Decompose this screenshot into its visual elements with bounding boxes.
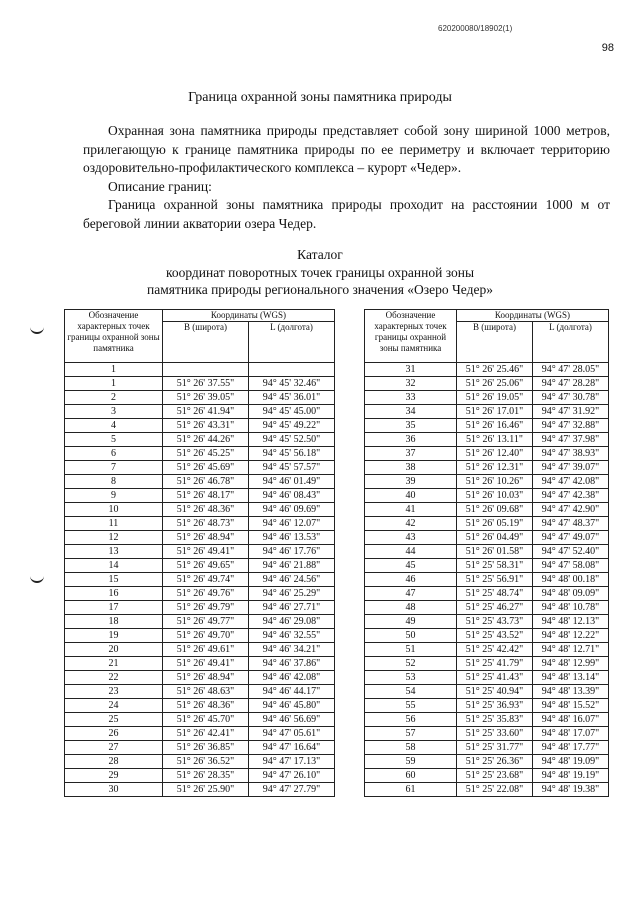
- longitude-cell: 94° 46' 01.49": [249, 475, 335, 489]
- point-number-cell: 45: [365, 559, 457, 573]
- latitude-cell: 51° 25' 22.08": [457, 783, 533, 797]
- longitude-cell: 94° 48' 12.99": [533, 657, 609, 671]
- longitude-cell: 94° 47' 31.92": [533, 405, 609, 419]
- longitude-cell: 94° 47' 28.28": [533, 377, 609, 391]
- point-number-cell: 7: [65, 461, 163, 475]
- longitude-cell: 94° 47' 32.88": [533, 419, 609, 433]
- latitude-cell: 51° 26' 09.68": [457, 503, 533, 517]
- latitude-cell: 51° 25' 23.68": [457, 769, 533, 783]
- longitude-cell: 94° 46' 37.86": [249, 657, 335, 671]
- header-latitude: B (широта): [457, 322, 533, 363]
- longitude-cell: 94° 48' 13.39": [533, 685, 609, 699]
- longitude-cell: 94° 45' 32.46": [249, 377, 335, 391]
- table-body-left: [65, 363, 335, 797]
- point-number-cell: 29: [65, 769, 163, 783]
- point-number-cell: 24: [65, 699, 163, 713]
- point-number-cell: 26: [65, 727, 163, 741]
- point-number-cell: 59: [365, 755, 457, 769]
- latitude-cell: 51° 26' 10.26": [457, 475, 533, 489]
- longitude-cell: 94° 45' 52.50": [249, 433, 335, 447]
- point-number-cell: 21: [65, 657, 163, 671]
- longitude-cell: 94° 47' 42.90": [533, 503, 609, 517]
- table-row: [365, 727, 609, 741]
- table-row: [365, 447, 609, 461]
- table-row: [65, 447, 335, 461]
- latitude-cell: 51° 26' 48.36": [163, 503, 249, 517]
- longitude-cell: 94° 46' 27.71": [249, 601, 335, 615]
- table-row: [65, 769, 335, 783]
- table-row: [65, 601, 335, 615]
- latitude-cell: 51° 25' 33.60": [457, 727, 533, 741]
- latitude-cell: 51° 26' 04.49": [457, 531, 533, 545]
- point-number-cell: 57: [365, 727, 457, 741]
- latitude-cell: 51° 26' 12.31": [457, 461, 533, 475]
- point-number-cell: 52: [365, 657, 457, 671]
- table-row: [365, 475, 609, 489]
- longitude-cell: 94° 46' 32.55": [249, 629, 335, 643]
- point-number-cell: 35: [365, 419, 457, 433]
- table-row: [365, 741, 609, 755]
- point-number-cell: 19: [65, 629, 163, 643]
- table-row: [365, 377, 609, 391]
- longitude-cell: 94° 46' 29.08": [249, 615, 335, 629]
- point-number-cell: 14: [65, 559, 163, 573]
- point-number-cell: 50: [365, 629, 457, 643]
- latitude-cell: 51° 26' 44.26": [163, 433, 249, 447]
- point-number-cell: 30: [65, 783, 163, 797]
- point-number-cell: 33: [365, 391, 457, 405]
- table-row: [65, 573, 335, 587]
- longitude-cell: 94° 47' 52.40": [533, 545, 609, 559]
- longitude-cell: 94° 47' 58.08": [533, 559, 609, 573]
- longitude-cell: 94° 46' 56.69": [249, 713, 335, 727]
- latitude-cell: 51° 26' 10.03": [457, 489, 533, 503]
- table-row: [365, 405, 609, 419]
- description-text: [83, 122, 610, 233]
- longitude-cell: 94° 45' 56.18": [249, 447, 335, 461]
- latitude-cell: 51° 26' 13.11": [457, 433, 533, 447]
- latitude-cell: 51° 26' 25.46": [457, 363, 533, 377]
- latitude-cell: 51° 25' 58.31": [457, 559, 533, 573]
- table-row: [65, 405, 335, 419]
- longitude-cell: 94° 47' 05.61": [249, 727, 335, 741]
- table-row: [365, 461, 609, 475]
- longitude-cell: 94° 48' 09.09": [533, 587, 609, 601]
- longitude-cell: 94° 47' 17.13": [249, 755, 335, 769]
- latitude-cell: 51° 26' 16.46": [457, 419, 533, 433]
- longitude-cell: 94° 46' 44.17": [249, 685, 335, 699]
- table-row: [365, 391, 609, 405]
- section-title: Граница охранной зоны памятника природы: [188, 90, 452, 105]
- point-number-cell: 56: [365, 713, 457, 727]
- latitude-cell: 51° 26' 39.05": [163, 391, 249, 405]
- catalog-title: Каталог: [297, 247, 343, 262]
- header-designation: Обозначение характерных точек границы охранной зоны памятника: [65, 310, 163, 363]
- table-row: [65, 391, 335, 405]
- margin-binding-mark: [30, 324, 44, 334]
- longitude-cell: 94° 47' 26.10": [249, 769, 335, 783]
- longitude-cell: 94° 48' 19.09": [533, 755, 609, 769]
- table-row: [365, 671, 609, 685]
- paragraph-boundary-description: Граница охранной зоны памятника природы проходит на расстоянии 1000 м от береговой линии акватории озера Чедер.: [83, 197, 610, 231]
- longitude-cell: 94° 46' 17.76": [249, 545, 335, 559]
- point-number-cell: 11: [65, 517, 163, 531]
- table-row: [65, 643, 335, 657]
- latitude-cell: [163, 363, 249, 377]
- longitude-cell: 94° 48' 17.07": [533, 727, 609, 741]
- table-row: [65, 503, 335, 517]
- latitude-cell: 51° 26' 49.65": [163, 559, 249, 573]
- latitude-cell: 51° 25' 26.36": [457, 755, 533, 769]
- point-number-cell: 27: [65, 741, 163, 755]
- latitude-cell: 51° 26' 41.94": [163, 405, 249, 419]
- longitude-cell: [249, 363, 335, 377]
- point-number-cell: 47: [365, 587, 457, 601]
- table-row: [365, 433, 609, 447]
- point-number-cell: 37: [365, 447, 457, 461]
- table-row: [65, 615, 335, 629]
- latitude-cell: 51° 26' 37.55": [163, 377, 249, 391]
- point-number-cell: 43: [365, 531, 457, 545]
- longitude-cell: 94° 48' 19.38": [533, 783, 609, 797]
- margin-binding-mark: [30, 573, 44, 583]
- table-row: [365, 755, 609, 769]
- table-row: [365, 615, 609, 629]
- point-number-cell: 46: [365, 573, 457, 587]
- point-number-cell: 1: [65, 377, 163, 391]
- table-row: [65, 545, 335, 559]
- point-number-cell: 32: [365, 377, 457, 391]
- table-row: [65, 727, 335, 741]
- table-row: [65, 363, 335, 377]
- point-number-cell: 17: [65, 601, 163, 615]
- table-body-right: [365, 363, 609, 797]
- table-row: [365, 489, 609, 503]
- table-row: [65, 685, 335, 699]
- point-number-cell: 5: [65, 433, 163, 447]
- table-row: [365, 713, 609, 727]
- table-row: [365, 545, 609, 559]
- table-row: [365, 629, 609, 643]
- latitude-cell: 51° 26' 43.31": [163, 419, 249, 433]
- longitude-cell: 94° 47' 30.78": [533, 391, 609, 405]
- latitude-cell: 51° 26' 12.40": [457, 447, 533, 461]
- longitude-cell: 94° 47' 28.05": [533, 363, 609, 377]
- point-number-cell: 15: [65, 573, 163, 587]
- table-row: [65, 517, 335, 531]
- longitude-cell: 94° 45' 57.57": [249, 461, 335, 475]
- table-row: [65, 587, 335, 601]
- paragraph-boundary-heading: Описание границ:: [108, 178, 212, 194]
- table-row: [365, 503, 609, 517]
- latitude-cell: 51° 25' 35.83": [457, 713, 533, 727]
- latitude-cell: 51° 26' 46.78": [163, 475, 249, 489]
- point-number-cell: 61: [365, 783, 457, 797]
- longitude-cell: 94° 46' 08.43": [249, 489, 335, 503]
- header-longitude: L (долгота): [533, 322, 609, 363]
- point-number-cell: 22: [65, 671, 163, 685]
- latitude-cell: 51° 26' 49.79": [163, 601, 249, 615]
- table-row: [65, 629, 335, 643]
- point-number-cell: 51: [365, 643, 457, 657]
- header-coordinates: Координаты (WGS): [457, 310, 609, 322]
- table-row: [65, 671, 335, 685]
- point-number-cell: 41: [365, 503, 457, 517]
- table-row: [65, 461, 335, 475]
- latitude-cell: 51° 26' 48.73": [163, 517, 249, 531]
- point-number-cell: 16: [65, 587, 163, 601]
- point-number-cell: 53: [365, 671, 457, 685]
- point-number-cell: 28: [65, 755, 163, 769]
- latitude-cell: 51° 26' 48.36": [163, 699, 249, 713]
- table-row: [65, 699, 335, 713]
- point-number-cell: 31: [365, 363, 457, 377]
- latitude-cell: 51° 26' 48.94": [163, 671, 249, 685]
- header-longitude: L (долгота): [249, 322, 335, 363]
- latitude-cell: 51° 26' 49.74": [163, 573, 249, 587]
- table-row: [365, 601, 609, 615]
- latitude-cell: 51° 25' 41.43": [457, 671, 533, 685]
- longitude-cell: 94° 45' 49.22": [249, 419, 335, 433]
- longitude-cell: 94° 46' 13.53": [249, 531, 335, 545]
- table-row: [365, 531, 609, 545]
- longitude-cell: 94° 46' 34.21": [249, 643, 335, 657]
- catalog-heading: [0, 246, 640, 299]
- latitude-cell: 51° 25' 43.52": [457, 629, 533, 643]
- point-number-cell: 49: [365, 615, 457, 629]
- latitude-cell: 51° 26' 05.19": [457, 517, 533, 531]
- point-number-cell: 48: [365, 601, 457, 615]
- latitude-cell: 51° 26' 42.41": [163, 727, 249, 741]
- latitude-cell: 51° 26' 49.76": [163, 587, 249, 601]
- table-row: [65, 741, 335, 755]
- latitude-cell: 51° 26' 49.61": [163, 643, 249, 657]
- point-number-cell: 12: [65, 531, 163, 545]
- latitude-cell: 51° 26' 25.06": [457, 377, 533, 391]
- table-row: [365, 517, 609, 531]
- table-row: [65, 755, 335, 769]
- latitude-cell: 51° 26' 36.85": [163, 741, 249, 755]
- latitude-cell: 51° 26' 49.77": [163, 615, 249, 629]
- table-row: [365, 419, 609, 433]
- point-number-cell: 54: [365, 685, 457, 699]
- longitude-cell: 94° 48' 00.18": [533, 573, 609, 587]
- header-latitude: B (широта): [163, 322, 249, 363]
- table-row: [65, 531, 335, 545]
- table-row: [365, 657, 609, 671]
- paragraph-protection-zone: Охранная зона памятника природы представляет собой зону шириной 1000 метров, прилегающую к границе памятника природы по ее периметру и включает территорию оздоровительно-профилактического комплекса – курорт «Чедер».: [83, 123, 610, 175]
- point-number-cell: 20: [65, 643, 163, 657]
- longitude-cell: 94° 47' 27.79": [249, 783, 335, 797]
- latitude-cell: 51° 25' 43.73": [457, 615, 533, 629]
- table-row: [65, 433, 335, 447]
- longitude-cell: 94° 47' 42.08": [533, 475, 609, 489]
- table-row: [365, 643, 609, 657]
- table-row: [365, 573, 609, 587]
- table-row: [365, 685, 609, 699]
- latitude-cell: 51° 26' 45.70": [163, 713, 249, 727]
- longitude-cell: 94° 47' 48.37": [533, 517, 609, 531]
- point-number-cell: 23: [65, 685, 163, 699]
- latitude-cell: 51° 26' 01.58": [457, 545, 533, 559]
- table-row: [365, 363, 609, 377]
- longitude-cell: 94° 46' 42.08": [249, 671, 335, 685]
- longitude-cell: 94° 48' 19.19": [533, 769, 609, 783]
- longitude-cell: 94° 47' 49.07": [533, 531, 609, 545]
- latitude-cell: 51° 26' 45.69": [163, 461, 249, 475]
- table-row: [65, 559, 335, 573]
- table-row: [365, 769, 609, 783]
- latitude-cell: 51° 26' 49.41": [163, 545, 249, 559]
- longitude-cell: 94° 46' 09.69": [249, 503, 335, 517]
- longitude-cell: 94° 48' 10.78": [533, 601, 609, 615]
- point-number-cell: 39: [365, 475, 457, 489]
- table-row: [65, 783, 335, 797]
- table-row: [65, 657, 335, 671]
- longitude-cell: 94° 48' 12.13": [533, 615, 609, 629]
- point-number-cell: 2: [65, 391, 163, 405]
- point-number-cell: 25: [65, 713, 163, 727]
- point-number-cell: 4: [65, 419, 163, 433]
- point-number-cell: 36: [365, 433, 457, 447]
- longitude-cell: 94° 47' 37.98": [533, 433, 609, 447]
- latitude-cell: 51° 25' 48.74": [457, 587, 533, 601]
- longitude-cell: 94° 48' 12.22": [533, 629, 609, 643]
- table-row: [65, 489, 335, 503]
- coordinates-table-right: [364, 309, 609, 797]
- page-number: 98: [601, 42, 614, 54]
- header-coordinates: Координаты (WGS): [163, 310, 335, 322]
- latitude-cell: 51° 25' 36.93": [457, 699, 533, 713]
- table-row: [365, 559, 609, 573]
- longitude-cell: 94° 45' 36.01": [249, 391, 335, 405]
- longitude-cell: 94° 46' 25.29": [249, 587, 335, 601]
- longitude-cell: 94° 46' 21.88": [249, 559, 335, 573]
- point-number-cell: 40: [365, 489, 457, 503]
- point-number-cell: 18: [65, 615, 163, 629]
- point-number-cell: 1: [65, 363, 163, 377]
- longitude-cell: 94° 47' 42.38": [533, 489, 609, 503]
- table-row: [65, 377, 335, 391]
- coordinates-table-left: [64, 309, 335, 797]
- table-row: [365, 783, 609, 797]
- point-number-cell: 55: [365, 699, 457, 713]
- longitude-cell: 94° 48' 12.71": [533, 643, 609, 657]
- longitude-cell: 94° 48' 17.77": [533, 741, 609, 755]
- latitude-cell: 51° 26' 48.17": [163, 489, 249, 503]
- longitude-cell: 94° 47' 16.64": [249, 741, 335, 755]
- latitude-cell: 51° 26' 19.05": [457, 391, 533, 405]
- table-row: [65, 713, 335, 727]
- longitude-cell: 94° 45' 45.00": [249, 405, 335, 419]
- latitude-cell: 51° 25' 31.77": [457, 741, 533, 755]
- point-number-cell: 13: [65, 545, 163, 559]
- catalog-subtitle-2: памятника природы регионального значения «Озеро Чедер»: [147, 282, 493, 297]
- point-number-cell: 44: [365, 545, 457, 559]
- longitude-cell: 94° 48' 16.07": [533, 713, 609, 727]
- point-number-cell: 9: [65, 489, 163, 503]
- longitude-cell: 94° 46' 24.56": [249, 573, 335, 587]
- latitude-cell: 51° 25' 41.79": [457, 657, 533, 671]
- latitude-cell: 51° 25' 40.94": [457, 685, 533, 699]
- latitude-cell: 51° 26' 48.94": [163, 531, 249, 545]
- longitude-cell: 94° 46' 12.07": [249, 517, 335, 531]
- table-row: [365, 587, 609, 601]
- latitude-cell: 51° 25' 56.91": [457, 573, 533, 587]
- longitude-cell: 94° 46' 45.80": [249, 699, 335, 713]
- catalog-subtitle-1: координат поворотных точек границы охранной зоны: [165, 264, 475, 280]
- point-number-cell: 6: [65, 447, 163, 461]
- table-row: [65, 419, 335, 433]
- latitude-cell: 51° 26' 49.41": [163, 657, 249, 671]
- point-number-cell: 42: [365, 517, 457, 531]
- point-number-cell: 60: [365, 769, 457, 783]
- point-number-cell: 38: [365, 461, 457, 475]
- longitude-cell: 94° 47' 38.93": [533, 447, 609, 461]
- latitude-cell: 51° 26' 49.70": [163, 629, 249, 643]
- point-number-cell: 8: [65, 475, 163, 489]
- latitude-cell: 51° 25' 46.27": [457, 601, 533, 615]
- latitude-cell: 51° 26' 28.35": [163, 769, 249, 783]
- point-number-cell: 58: [365, 741, 457, 755]
- point-number-cell: 34: [365, 405, 457, 419]
- table-row: [365, 699, 609, 713]
- point-number-cell: 3: [65, 405, 163, 419]
- header-designation: Обозначение характерных точек границы охранной зоны памятника: [365, 310, 457, 363]
- latitude-cell: 51° 26' 36.52": [163, 755, 249, 769]
- document-id: 620200080/18902(1): [438, 24, 513, 33]
- longitude-cell: 94° 48' 15.52": [533, 699, 609, 713]
- latitude-cell: 51° 25' 42.42": [457, 643, 533, 657]
- latitude-cell: 51° 26' 17.01": [457, 405, 533, 419]
- longitude-cell: 94° 48' 13.14": [533, 671, 609, 685]
- table-row: [65, 475, 335, 489]
- latitude-cell: 51° 26' 25.90": [163, 783, 249, 797]
- point-number-cell: 10: [65, 503, 163, 517]
- latitude-cell: 51° 26' 45.25": [163, 447, 249, 461]
- longitude-cell: 94° 47' 39.07": [533, 461, 609, 475]
- latitude-cell: 51° 26' 48.63": [163, 685, 249, 699]
